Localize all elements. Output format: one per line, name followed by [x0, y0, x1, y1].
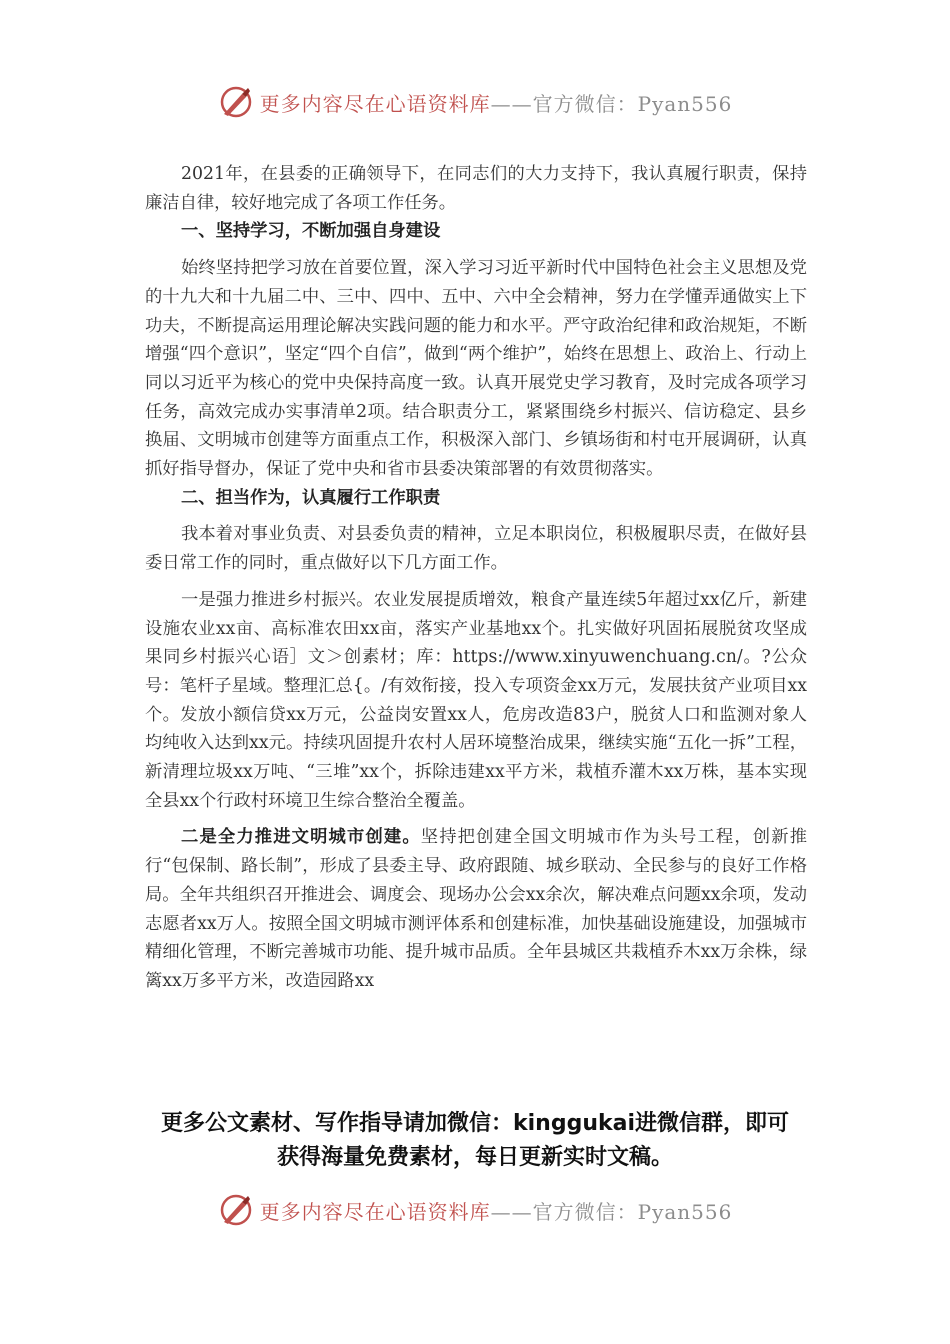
civilized-city-paragraph — [145, 823, 807, 995]
footer-banner-text — [260, 1196, 733, 1225]
header-banner-text — [260, 88, 733, 117]
civilized-city-lead: 二是全力推进文明城市创建。 — [181, 827, 421, 848]
promo-line-1: 更多公文素材、写作指导请加微信：kinggukai进微信群，即可 — [160, 1111, 789, 1136]
footer-official: 官方微信： — [532, 1199, 638, 1224]
header-separator: —— — [490, 91, 533, 116]
header-banner — [0, 82, 950, 122]
document-body — [145, 160, 807, 996]
promo-line-2: 获得海量免费素材，每日更新实时文稿。 — [276, 1145, 673, 1170]
footer-wechat-id: Pyan556 — [637, 1199, 733, 1224]
footer-separator: —— — [490, 1199, 533, 1224]
header-wechat-id: Pyan556 — [637, 91, 733, 116]
header-brand: 更多内容尽在心语资料库 — [259, 91, 491, 116]
civilized-city-text: 坚持把创建全国文明城市作为头号工程，创新推行“包保制、路长制”，形成了县委主导、政府跟随、城乡联动、全民参与的良好工作格局。全年共组织召开推进会、调度会、现场办公会xx余次，解决难点问题xx余项，发动志愿者xx万人。按照全国文明城市测评体系和创建标准，加快基础设施建设，加强城市精细化管理，不断完善城市功能、提升城市品质。全年县城区共栽植乔木xx万余株，绿篱xx万多平方米，改造园路xx — [145, 827, 807, 991]
study-paragraph: 始终坚持把学习放在首要位置，深入学习习近平新时代中国特色社会主义思想及党的十九大和十九届二中、三中、四中、五中、六中全会精神，努力在学懂弄通做实上下功夫，不断提高运用理论解决实践问题的能力和水平。严守政治纪律和政治规矩，不断增强“四个意识”，坚定“四个自信”，做到“两个维护”，始终在思想上、政治上、行动上同以习近平为核心的党中央保持高度一致。认真开展党史学习教育，及时完成各项学习任务，高效完成办实事清单2项。结合职责分工，紧紧围绕乡村振兴、信访稳定、县乡换届、文明城市创建等方面重点工作，积极深入部门、乡镇场街和村屯开展调研，认真抓好指导督办，保证了党中央和省市县委决策部署的有效贯彻落实。 — [145, 258, 807, 480]
pen-logo-icon — [218, 1192, 254, 1228]
intro-paragraph: 2021年，在县委的正确领导下，在同志们的大力支持下，我认真履行职责，保持廉洁自律，较好地完成了各项工作任务。 — [145, 164, 807, 213]
duty-paragraph: 我本着对事业负责、对县委负责的精神，立足本职岗位，积极履职尽责，在做好县委日常工作的同时，重点做好以下几方面工作。 — [145, 524, 807, 574]
pen-logo-icon — [218, 84, 254, 120]
header-official: 官方微信： — [532, 91, 638, 116]
section-heading-1: 一、坚持学习，不断加强自身建设 — [181, 221, 441, 242]
section-heading-2: 二、担当作为，认真履行工作职责 — [181, 487, 441, 508]
rural-revitalization-paragraph: 一是强力推进乡村振兴。农业发展提质增效，粮食产量连续5年超过xx亿斤，新建设施农业xx亩、高标准农田xx亩，落实产业基地xx个。扎实做好巩固拓展脱贫攻坚成果同乡村振兴心语］文＞创素材；库：https://www.xinyuwenchuang.cn/。?公众号：笔杆子星域。整理汇总{。/有效衔接，投入专项资金xx万元，发展扶贫产业项目xx个。发放小额信贷xx万元，公益岗安置xx人，危房改造83户，脱贫人口和监测对象人均纯收入达到xx元。持续巩固提升农村人居环境整治成果，继续实施“五化一拆”工程，新清理垃圾xx万吨、“三堆”xx个，拆除违建xx平方米，栽植乔灌木xx万株，基本实现全县xx个行政村环境卫生综合整治全覆盖。 — [145, 589, 807, 811]
promo-notice — [0, 1107, 950, 1175]
footer-banner — [0, 1190, 950, 1230]
footer-brand: 更多内容尽在心语资料库 — [259, 1199, 491, 1224]
